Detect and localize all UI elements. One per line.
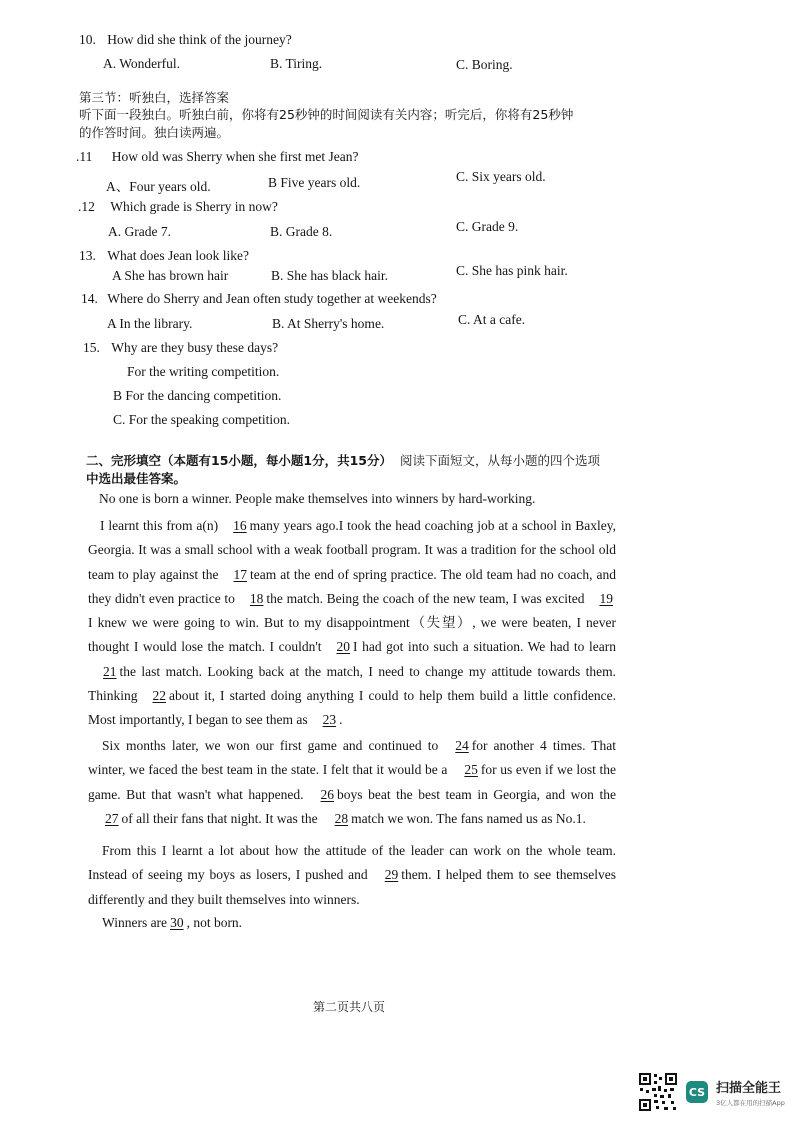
option-a: A In the library. [107, 316, 193, 331]
blank-29[interactable]: 29 [384, 867, 399, 883]
option-c: C. For the speaking competition. [113, 412, 290, 427]
section3-instruction-line1: 听下面一段独白。听独白前，你将有25秒钟的时间阅读有关内容；听完后，你将有25秒钟 [79, 107, 574, 122]
question-15 [83, 340, 278, 356]
part2-heading-rest: 阅读下面短文，从每小题的四个选项 [400, 453, 601, 468]
option-b: B. At Sherry's home. [272, 316, 385, 331]
question-number: 14. [81, 291, 98, 306]
option-b: B. Grade 8. [270, 224, 333, 239]
passage-paragraph-1: I learnt this from a(n) 16 many years ago.I took the head coaching job at a school in Baxley, Georgia. It was a small school with a weak football program. It was a tradition for the school old team to play against the 17 team at the end of spring practice. The old team had no coach, and they didn't even practice to 18 the match. Being the coach of the new team, I was excited 19 I knew we were going to win. But to my disappointment（失望）, we were beaten, I never thought I would lose the match. I couldn't 20 I had got into such a situation. We had to learn21 the last match. Looking back at the match, I need to change my attitude towards them. Thinking 22 about it, I started doing anything I could to help them build a little confidence. Most importantly, I began to see them as 23 . [88, 514, 616, 733]
blank-19[interactable]: 19 [599, 590, 613, 606]
blank-26[interactable]: 26 [320, 786, 335, 802]
blank-18[interactable]: 18 [249, 590, 264, 606]
cs-logo-icon: CS [686, 1081, 708, 1103]
question-14 [81, 291, 437, 307]
option-a: A. Wonderful. [103, 56, 181, 71]
part2-heading [86, 451, 600, 470]
page-number: 第二页共八页 [313, 1000, 386, 1014]
question-10 [79, 32, 292, 48]
question-12 [78, 199, 278, 215]
question-text: How old was Sherry when she first met Jean? [111, 149, 359, 164]
option-b: B Five years old. [268, 175, 361, 190]
option-c: C. Boring. [456, 57, 513, 72]
option-a: A. Grade 7. [108, 224, 171, 239]
option-c: C. Grade 9. [456, 219, 519, 234]
blank-24[interactable]: 24 [455, 738, 469, 753]
option-a: For the writing competition. [127, 364, 280, 379]
question-number: 15. [83, 340, 100, 355]
part2-heading-bold: 二、完形填空（本题有15小题，每小题1分，共15分） [86, 453, 392, 468]
question-13 [79, 248, 249, 264]
passage-intro: No one is born a winner. People make themselves into winners by hard-working. [99, 491, 536, 506]
passage-paragraph-3: From this I learnt a lot about how the attitude of the leader can work on the whole team. Instead of seeing my boys as losers, I pushed and 29 them. I helped them to see themselves differently and they built themselves into winners. [88, 843, 616, 907]
question-text: How did she think of the journey? [107, 32, 292, 47]
blank-20[interactable]: 20 [336, 639, 351, 655]
blank-17[interactable]: 17 [233, 566, 248, 582]
blank-28[interactable]: 28 [334, 810, 349, 826]
scanner-branding [716, 1077, 785, 1107]
section3-instruction-line2: 的作答时间。独白读两遍。 [79, 125, 230, 140]
blank-30[interactable]: 30 [170, 915, 184, 930]
scanner-watermark [638, 1072, 785, 1112]
question-text: What does Jean look like? [107, 248, 249, 263]
question-number: 10. [79, 32, 96, 47]
option-b: B. She has black hair. [271, 268, 388, 283]
section3-title: 第三节：听独白，选择答案 [79, 90, 230, 105]
qr-code-icon [638, 1072, 678, 1112]
question-number: 13. [79, 248, 96, 263]
question-text: Which grade is Sherry in now? [110, 199, 278, 214]
question-text: Why are they busy these days? [111, 340, 279, 355]
blank-27[interactable]: 27 [105, 810, 119, 826]
blank-23[interactable]: 23 [322, 712, 337, 728]
question-text: Where do Sherry and Jean often study together at weekends? [107, 291, 437, 306]
blank-25[interactable]: 25 [464, 762, 478, 778]
option-b: B. Tiring. [270, 56, 323, 71]
blank-16[interactable]: 16 [233, 518, 247, 533]
option-a: A She has brown hair [112, 268, 229, 283]
part2-heading-line2: 中选出最佳答案。 [86, 471, 187, 486]
option-c: C. She has pink hair. [456, 263, 568, 278]
blank-21[interactable]: 21 [103, 663, 117, 679]
option-c: C. At a cafe. [458, 312, 526, 327]
passage-paragraph-4: Winners are 30 , not born. [102, 915, 243, 930]
scanner-tagline: 3亿人都在用的扫描App [716, 1099, 785, 1107]
blank-22[interactable]: 22 [152, 688, 166, 704]
question-11 [76, 149, 358, 165]
scanner-app-name: 扫描全能王 [716, 1081, 782, 1096]
passage-paragraph-2: Six months later, we won our first game and continued to 24 for another 4 times. That winter, we faced the best team in the state. I felt that it would be a 25 for us even if we lost the game. But that wasn't what happened. 26 boys beat the best team in Georgia, and won the27 of all their fans that night. It was the 28 match we won. The fans named us as No.1. [88, 734, 616, 831]
question-number: .12 [78, 199, 95, 214]
option-b: B For the dancing competition. [113, 388, 282, 403]
question-number: .11 [76, 149, 93, 164]
option-a: A、Four years old. [106, 179, 211, 194]
option-c: C. Six years old. [456, 169, 546, 184]
